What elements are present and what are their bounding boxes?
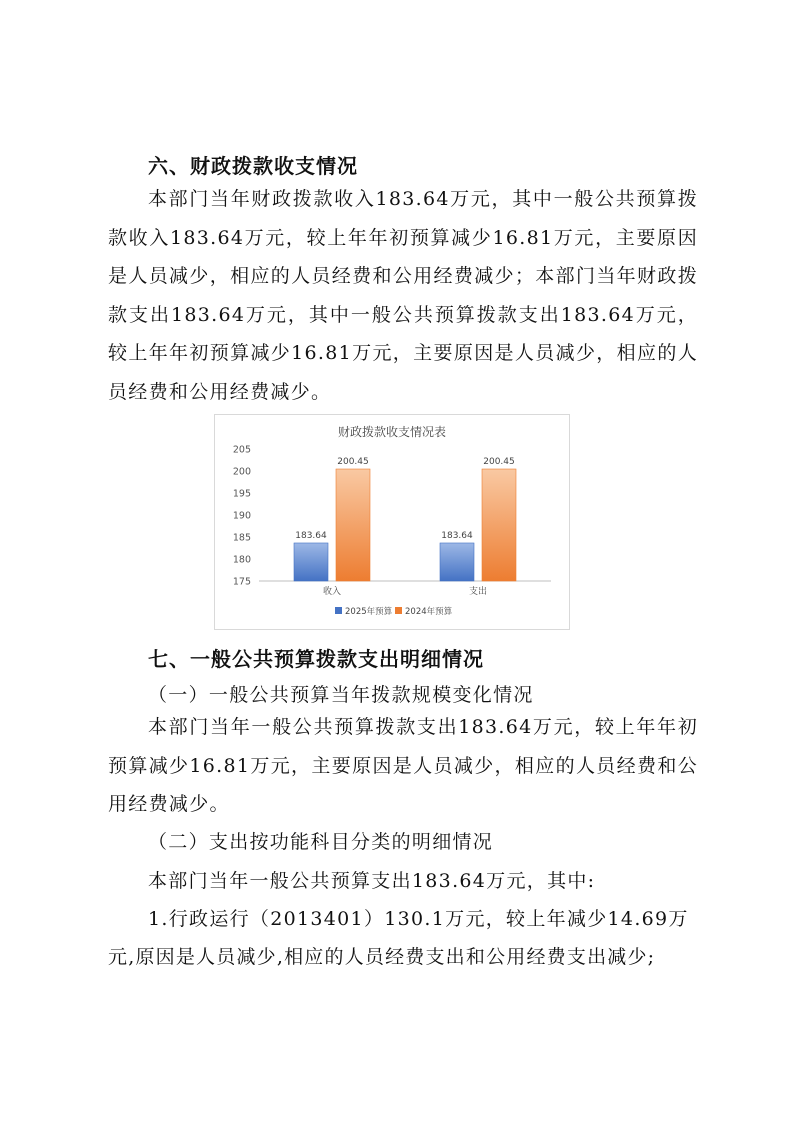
y-tick-label: 195 [232,488,251,500]
data-label: 183.64 [295,530,327,541]
x-tick-label: 收入 [322,587,342,597]
legend-swatch [335,607,342,614]
item-one-line-one: 1.行政运行（2013401）130.1万元，较上年减少14.69万 [148,908,689,930]
subsection-two-paragraph: 本部门当年一般公共预算支出183.64万元，其中: [148,870,596,892]
y-tick-label: 190 [232,510,251,522]
y-tick-label: 200 [232,466,251,478]
section-seven-heading: 七、一般公共预算拨款支出明细情况 [148,647,484,671]
y-tick-label: 180 [232,554,251,566]
budget-chart [214,414,570,630]
section-six-paragraph: 本部门当年财政拨款收入183.64万元，其中一般公共预算拨款收入183.64万元，较上年年初预算减少16.81万元，主要原因是人员减少，相应的人员经费和公用经费减少；本部门当年财政拨款支出183.64万元，其中一般公共预算拨款支出183.64万元，较上年年初预算减少16.81万元，主要原因是人员减少，相应的人员经费和公用经费减少。 [108,188,698,403]
subsection-one-heading: （一）一般公共预算当年拨款规模变化情况 [148,684,534,706]
bar [440,543,474,581]
subsection-one-paragraph: 本部门当年一般公共预算拨款支出183.64万元，较上年年初预算减少16.81万元，主要原因是人员减少，相应的人员经费和公用经费减少。 [108,716,698,815]
bar [336,469,370,581]
y-tick-label: 205 [232,444,251,456]
chart-title: 财政拨款收支情况表 [337,425,446,439]
item-one-line-two: 元,原因是人员减少,相应的人员经费支出和公用经费支出减少; [108,946,656,968]
legend-swatch [395,607,402,614]
bar [294,543,328,581]
subsection-two-heading: （二）支出按功能科目分类的明细情况 [148,831,494,853]
legend-label: 2024年预算 [405,607,453,617]
bar [482,469,516,581]
data-label: 200.45 [483,457,515,468]
data-label: 200.45 [337,457,369,468]
x-tick-label: 支出 [468,587,488,597]
data-label: 183.64 [441,530,473,541]
y-tick-label: 175 [232,576,251,588]
section-six-heading: 六、财政拨款收支情况 [148,154,358,178]
bar-chart-canvas [215,415,569,629]
y-tick-label: 185 [232,532,251,544]
legend-label: 2025年预算 [345,607,393,617]
